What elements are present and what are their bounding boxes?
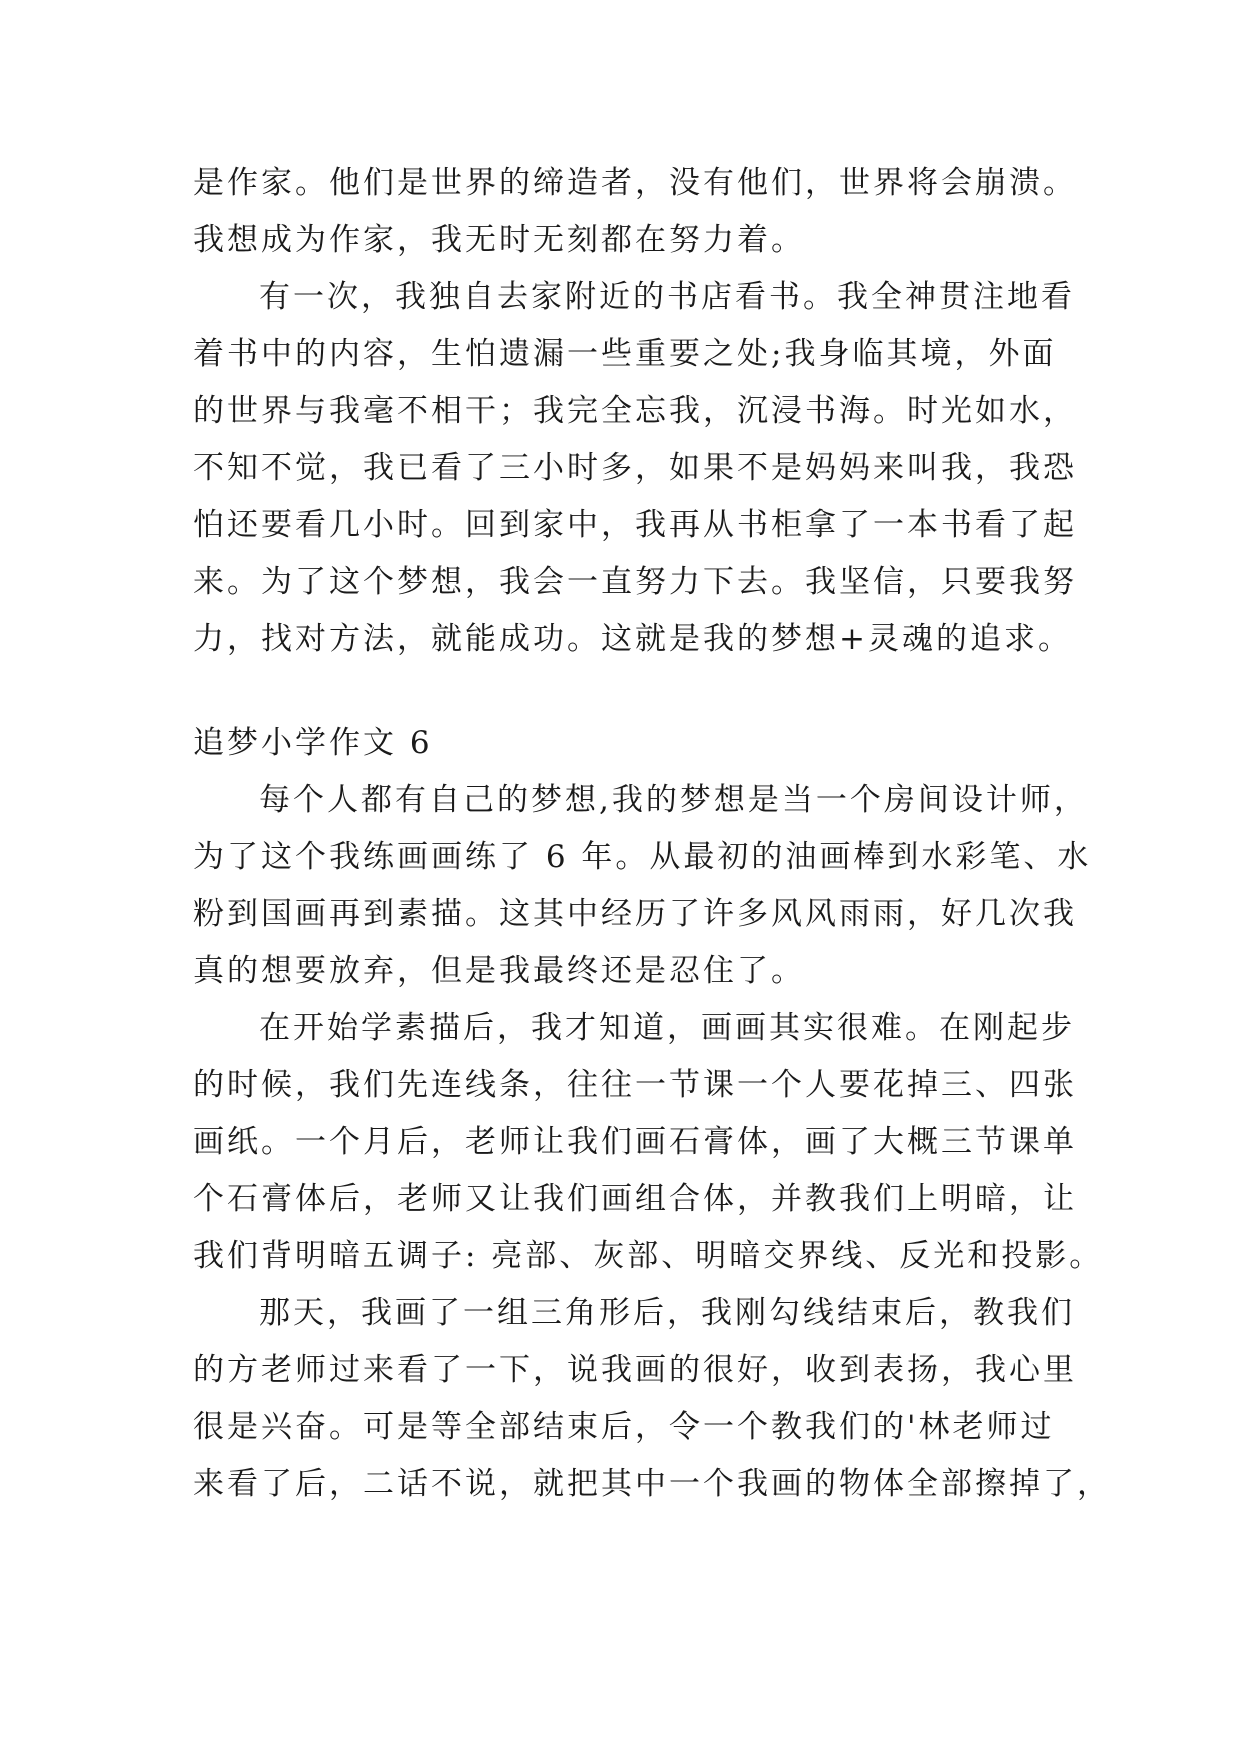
paragraph-continuation [193,155,1077,269]
text-line: 是作家。他们是世界的缔造者，没有他们，世界将会崩溃。 [193,165,1077,201]
text-line: 着书中的内容，生怕遗漏一些重要之处;我身临其境，外面 [193,336,1057,372]
paragraph-bookstore [193,269,1077,668]
text-line: 为了这个我练画画练了 6 年。从最初的油画棒到水彩笔、水 [193,839,1092,875]
text-line: 来看了后，二话不说，就把其中一个我画的物体全部擦掉了， [193,1466,1111,1502]
text-line: 真的想要放弃，但是我最终还是忍住了。 [193,953,805,989]
section-title: 追梦小学作文 6 [193,725,433,761]
paragraph-triangle-story [193,1285,1111,1513]
paragraph-dream-intro [193,772,1092,1000]
text-line: 的方老师过来看了一下，说我画的很好，收到表扬，我心里 [193,1352,1077,1388]
text-line: 粉到国画再到素描。这其中经历了许多风风雨雨，好几次我 [193,896,1077,932]
text-line: 的世界与我毫不相干；我完全忘我，沉浸书海。时光如水， [193,393,1077,429]
text-line: 那天，我画了一组三角形后，我刚勾线结束后，教我们 [259,1295,1075,1331]
text-line: 来。为了这个梦想，我会一直努力下去。我坚信，只要我努 [193,564,1077,600]
paragraph-sketch-learning [193,1000,1104,1285]
text-line: 每个人都有自己的梦想,我的梦想是当一个房间设计师， [259,782,1088,818]
text-line: 我们背明暗五调子: 亮部、灰部、明暗交界线、反光和投影。 [193,1238,1104,1274]
text-line: 在开始学素描后，我才知道，画画其实很难。在刚起步 [259,1010,1075,1046]
text-line: 的时候，我们先连线条，往往一节课一个人要花掉三、四张 [193,1067,1077,1103]
text-line: 画纸。一个月后，老师让我们画石膏体，画了大概三节课单 [193,1124,1077,1160]
text-line: 力，找对方法，就能成功。这就是我的梦想+灵魂的追求。 [193,621,1072,657]
text-line: 很是兴奋。可是等全部结束后，令一个教我们的'林老师过 [193,1409,1055,1445]
document-body [193,155,1111,1513]
text-line: 有一次，我独自去家附近的书店看书。我全神贯注地看 [259,279,1075,315]
text-line: 我想成为作家，我无时无刻都在努力着。 [193,222,805,258]
text-line: 怕还要看几小时。回到家中，我再从书柜拿了一本书看了起 [193,507,1077,543]
text-line: 个石膏体后，老师又让我们画组合体，并教我们上明暗，让 [193,1181,1077,1217]
text-line: 不知不觉，我已看了三小时多，如果不是妈妈来叫我，我恐 [193,450,1077,486]
